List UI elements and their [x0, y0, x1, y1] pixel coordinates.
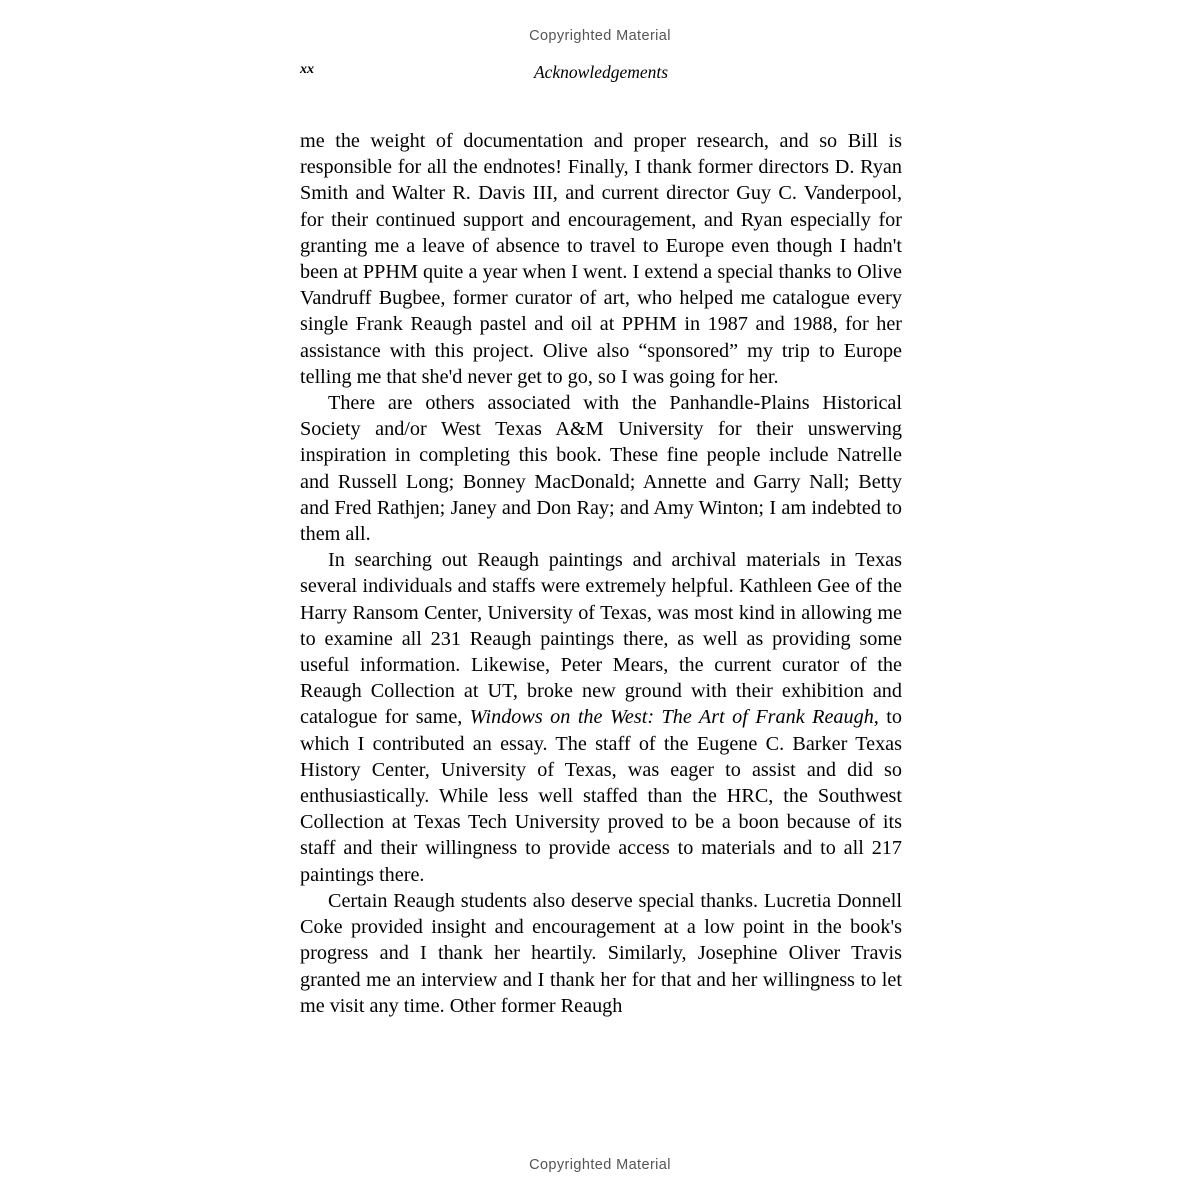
running-head	[300, 62, 902, 84]
text-run: to which I contributed an essay. The staff of the Eugene C. Barker Texas History Center, University of Texas, was eager to assist and did so enthusiastically. While less well staffed than the HRC, the Southwest Collection at Texas Tech University proved to be a boon because of its staff and their willingness to provide access to materials and to all 217 paintings there.	[300, 706, 903, 886]
copyright-watermark-top: Copyrighted Material	[529, 28, 671, 44]
body-text-block	[300, 128, 902, 1019]
para-2: There are others associated with the Panhandle-Plains Historical Society and/or West Texas A&M University for their unswerving inspiration in completing this book. These fine people include Natrelle and Russell Long; Bonney MacDonald; Annette and Garry Nall; Betty and Fred Rathjen; Janey and Don Ray; and Amy Winton; I am indebted to them all.	[300, 392, 902, 546]
text-run: In searching out Reaugh paintings and archival materials in Texas several individuals and staffs were extremely helpful. Kathleen Gee of the Harry Ransom Center, University of Texas, was most kind in allowing me to examine all 231 Reaugh paintings there, as well as providing some useful information. Likewise, Peter Mears, the current curator of the Reaugh Collection at UT, broke new ground with their exhibition and catalogue for same,	[300, 549, 902, 729]
chapter-title: Acknowledgements	[533, 62, 669, 82]
para-1: me the weight of documentation and proper research, and so Bill is responsible for all the endnotes! Finally, I thank former directors D. Ryan Smith and Walter R. Davis III, and current director Guy C. Vanderpool, for their continued support and encouragement, and Ryan especially for granting me a leave of absence to travel to Europe even though I hadn't been at PPHM quite a year when I went. I extend a special thanks to Olive Vandruff Bugbee, former curator of art, who helped me catalogue every single Frank Reaugh pastel and oil at PPHM in 1987 and 1988, for her assistance with this project. Olive also “sponsored” my trip to Europe telling me that she'd never get to go, so I was going for her.	[300, 130, 902, 388]
para-4: Certain Reaugh students also deserve special thanks. Lucretia Donnell Coke provided insight and encouragement at a low point in the book's progress and I thank her heartily. Similarly, Josephine Oliver Travis granted me an interview and I thank her for that and her willingness to let me visit any time. Other former Reaugh	[300, 889, 902, 1017]
para-3	[300, 547, 902, 888]
copyright-watermark-bottom: Copyrighted Material	[529, 1157, 671, 1173]
book-title-italic: Windows on the West: The Art of Frank Reaugh,	[469, 706, 879, 729]
page-number: xx	[300, 62, 314, 77]
